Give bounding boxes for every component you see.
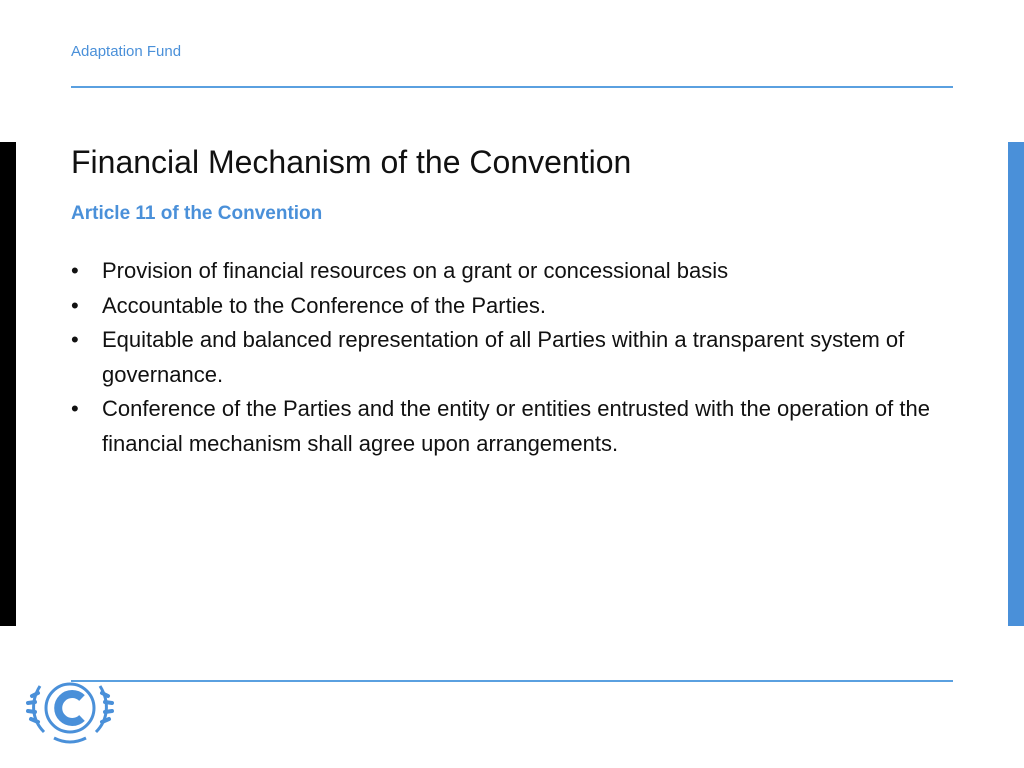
bullet-item — [71, 392, 931, 461]
bullet-text: Conference of the Parties and the entity or entities entrusted with the operation of the financial mechanism shall agree upon arrangements. — [102, 396, 930, 456]
bullet-marker: • — [71, 396, 79, 421]
bullet-text: Accountable to the Conference of the Parties. — [102, 292, 546, 318]
bullet-item — [71, 254, 931, 289]
bullet-item — [71, 289, 931, 324]
bullet-text: Provision of financial resources on a grant or concessional basis — [102, 258, 729, 283]
right-accent-bar — [1008, 142, 1024, 626]
unfccc-logo-icon — [24, 672, 116, 748]
slide-subtitle: Article 11 of the Convention — [71, 203, 323, 224]
bullet-marker: • — [71, 258, 79, 283]
bullet-list — [71, 254, 931, 461]
bullet-text: Equitable and balanced representation of all Parties within a transparent system of governance. — [102, 327, 905, 387]
bullet-marker: • — [71, 292, 79, 318]
header-label: Adaptation Fund — [71, 43, 182, 60]
bullet-marker: • — [71, 327, 79, 352]
bullet-item — [71, 323, 931, 392]
left-accent-bar — [0, 142, 16, 626]
header-divider — [71, 86, 953, 88]
footer-divider — [71, 680, 953, 682]
slide-title: Financial Mechanism of the Convention — [71, 144, 632, 180]
